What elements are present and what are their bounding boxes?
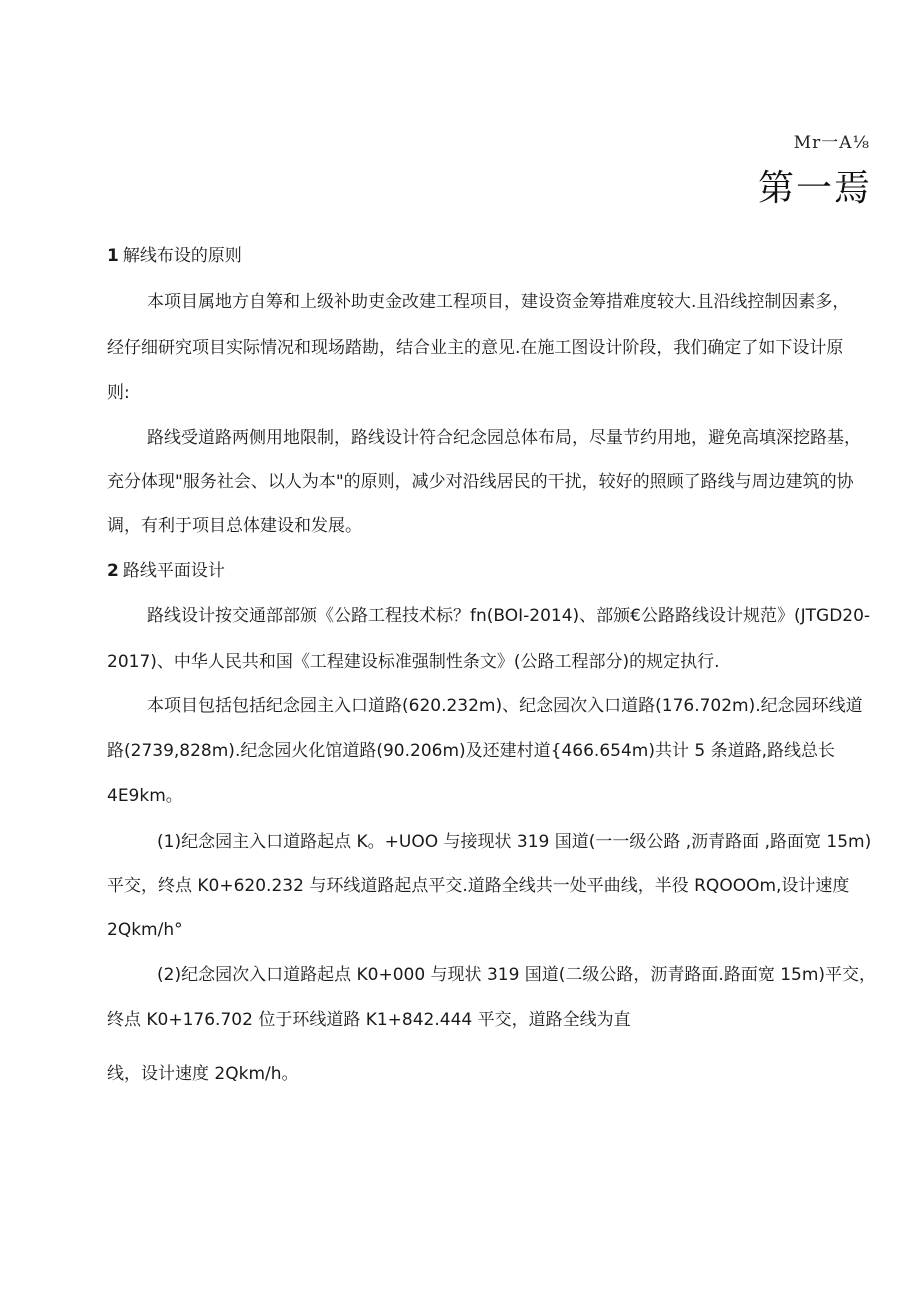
paragraph-line: 则: <box>107 383 130 403</box>
paragraph-line: 2Qkm/h° <box>107 920 183 940</box>
paragraph-line: 调，有利于项目总体建设和发展。 <box>107 516 362 536</box>
paragraph-line: 本项目属地方自筹和上级补助吏金改建工程项目，建设资金筹措难度较大.且沿线控制因素多， <box>147 292 850 312</box>
section-2-title: 路线平面设计 <box>122 561 225 581</box>
paragraph-line: 路线设计按交通部部颁《公路工程技术标？fn(BOI-2014)、部颁€公路路线设计规范》(JTGD20- <box>147 606 871 626</box>
section-2-number: 2 <box>107 561 119 581</box>
paragraph-line: 经仔细研究项目实际情况和现场踏勘，结合业主的意见.在施工图设计阶段，我们确定了如下设计原 <box>107 338 844 358</box>
section-1-heading <box>107 244 242 268</box>
section-1-number: 1 <box>107 246 119 266</box>
paragraph-line: 充分体现"服务社会、以人为本"的原则，减少对沿线居民的干扰，较好的照顾了路线与周边建筑的协 <box>107 472 854 492</box>
paragraph-line: 线，设计速度 2Qkm/h。 <box>107 1064 299 1084</box>
paragraph-line: 路(2739,828m).纪念园火化馆道路(90.206m)及还建村道{466.654m)共计 5 条道路,路线总长 <box>107 741 835 761</box>
header-small-text: Mr一A⅛ <box>793 133 870 153</box>
paragraph-line: (1)纪念园主入口道路起点 K。+UOO 与接现状 319 国道(一一级公路 ,沥青路面 ,路面宽 15m) <box>157 832 872 852</box>
paragraph-line: (2)纪念园次入口道路起点 K0+000 与现状 319 国道(二级公路，沥青路面.路面宽 15m)平交， <box>157 965 877 985</box>
paragraph-line: 2017)、中华人民共和国《工程建设标准强制性条文》(公路工程部分)的规定执行. <box>107 652 720 672</box>
paragraph-line: 4E9km。 <box>107 786 183 806</box>
paragraph-line: 路线受道路两侧用地限制，路线设计符合纪念园总体布局，尽量节约用地，避免高填深挖路基， <box>147 428 861 448</box>
section-2-heading <box>107 559 225 583</box>
paragraph-line: 终点 K0+176.702 位于环线道路 K1+842.444 平交，道路全线为直 <box>107 1010 631 1030</box>
chapter-title: 第一焉 <box>757 168 872 209</box>
section-1-title: 解线布设的原则 <box>122 246 242 266</box>
paragraph-line: 平交，终点 K0+620.232 与环线道路起点平交.道路全线共一处平曲线，半役 RQOOOm,设计速度 <box>107 876 850 896</box>
paragraph-line: 本项目包括包括纪念园主入口道路(620.232m)、纪念园次入口道路(176.702m).纪念园环线道 <box>147 696 863 716</box>
